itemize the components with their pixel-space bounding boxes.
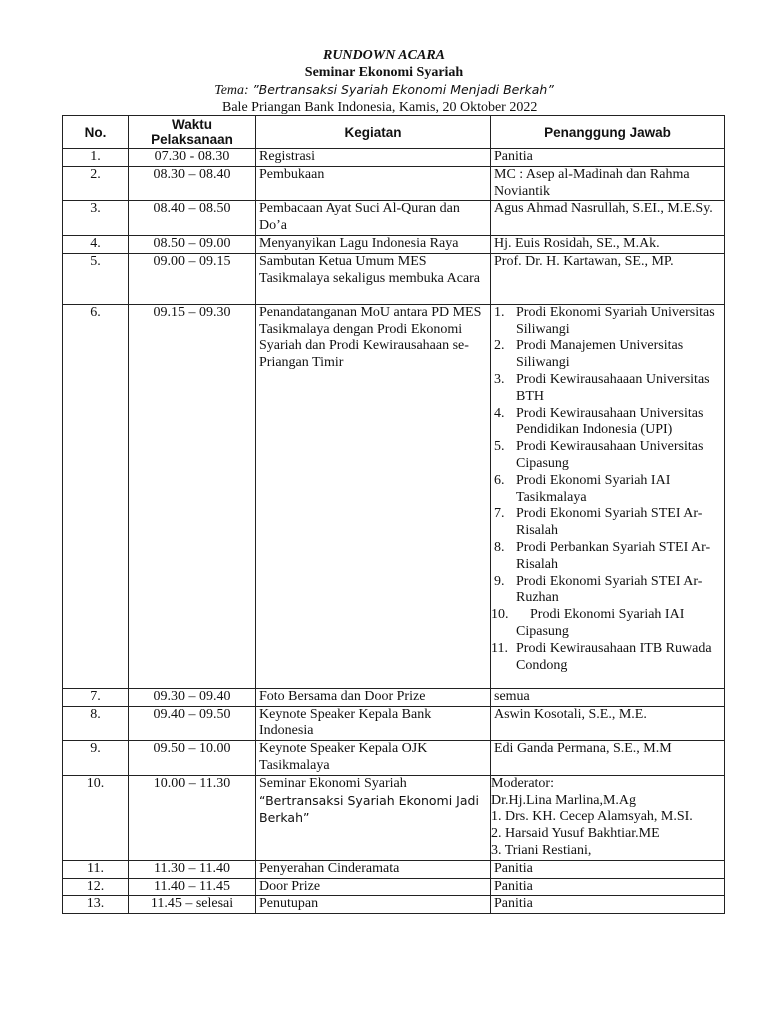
row-no: 7. — [63, 688, 129, 706]
row-pj: Hj. Euis Rosidah, SE., M.Ak. — [491, 235, 725, 253]
row-time: 11.30 – 11.40 — [129, 860, 256, 878]
row-activity: Menyanyikan Lagu Indonesia Raya — [256, 235, 491, 253]
pj-line: Moderator: — [491, 775, 554, 791]
list-item-number: 1. — [494, 304, 505, 320]
list-item-number: 3. — [494, 371, 505, 387]
row-time: 08.50 – 09.00 — [129, 235, 256, 253]
row-pj: Agus Ahmad Nasrullah, S.EI., M.E.Sy. — [491, 201, 725, 236]
list-item — [494, 540, 721, 574]
list-item-number: 6. — [494, 472, 505, 488]
row-activity: Penandatanganan MoU antara PD MES Tasikmalaya dengan Prodi Ekonomi Syariah dan Prodi Kewirausahaan se-Priangan Timir — [256, 304, 491, 688]
list-item-text: Prodi Ekonomi Syariah Universitas Siliwangi — [516, 304, 715, 337]
list-item — [494, 338, 721, 372]
list-item-text: Prodi Kewirausahaan ITB Ruwada Condong — [516, 640, 712, 673]
column-header-kegiatan: Kegiatan — [256, 116, 491, 149]
row-time: 08.30 – 08.40 — [129, 166, 256, 201]
table-row — [63, 860, 725, 878]
row-time: 11.45 – selesai — [129, 896, 256, 914]
list-item — [494, 406, 721, 440]
list-item-text: Prodi Kewirausahaan Universitas Cipasung — [516, 439, 704, 471]
row-pj: Panitia — [491, 896, 725, 914]
document-title: RUNDOWN ACARA — [322, 48, 445, 63]
list-item — [494, 439, 721, 473]
column-header-waktu: Waktu Pelaksanaan — [129, 116, 256, 149]
row-activity: Penutupan — [256, 896, 491, 914]
row-pj: Panitia — [491, 878, 725, 896]
table-row — [63, 688, 725, 706]
list-item-number: 5. — [494, 439, 505, 455]
row-pj: Panitia — [491, 149, 725, 167]
list-item — [494, 372, 721, 406]
table-row — [63, 741, 725, 776]
row-time: 08.40 – 08.50 — [129, 201, 256, 236]
list-item — [491, 640, 721, 675]
table-row — [63, 878, 725, 896]
list-item-number: 8. — [494, 539, 505, 555]
list-item-text: Prodi Ekonomi Syariah IAI Cipasung — [516, 607, 685, 639]
row-activity: Penyerahan Cinderamata — [256, 860, 491, 878]
pj-line: 1. Drs. KH. Cecep Alamsyah, M.SI. — [491, 809, 693, 825]
row-activity: Door Prize — [256, 878, 491, 896]
list-item — [494, 305, 721, 339]
pj-line: Dr.Hj.Lina Marlina,M.Ag — [491, 792, 637, 808]
row-pj: Aswin Kosotali, S.E., M.E. — [491, 706, 725, 741]
row-pj: Edi Ganda Permana, S.E., M.M — [491, 741, 725, 776]
document-header — [0, 47, 768, 116]
rundown-table — [62, 115, 725, 914]
row-pj: MC : Asep al-Madinah dan Rahma Noviantik — [491, 166, 725, 201]
row-activity: Pembacaan Ayat Suci Al-Quran dan Do’a — [256, 201, 491, 236]
table-row — [63, 775, 725, 860]
table-row — [63, 896, 725, 914]
row-no: 5. — [63, 253, 129, 304]
pj-line: 2. Harsaid Yusuf Bakhtiar.ME — [491, 826, 660, 842]
list-item-text: Prodi Ekonomi Syariah STEI Ar-Ruzhan — [516, 573, 703, 606]
row-pj: semua — [491, 688, 725, 706]
theme-line — [0, 81, 768, 99]
activity-quote: “Bertransaksi Syariah Ekonomi Jadi Berkah” — [259, 792, 479, 826]
row-no: 6. — [63, 304, 129, 688]
list-item — [494, 473, 721, 507]
row-no: 3. — [63, 201, 129, 236]
table-row — [63, 166, 725, 201]
table-row — [63, 253, 725, 304]
row-pj: Panitia — [491, 860, 725, 878]
list-item-number: 7. — [494, 506, 505, 522]
row-time: 09.40 – 09.50 — [129, 706, 256, 741]
row-time: 07.30 - 08.30 — [129, 149, 256, 167]
row-pj — [491, 775, 725, 860]
column-header-pj: Penanggung Jawab — [491, 116, 725, 149]
list-item-text: Prodi Manajemen Universitas Siliwangi — [516, 338, 684, 371]
table-header-row — [63, 116, 725, 149]
table-row — [63, 304, 725, 688]
list-item-text: Prodi Ekonomi Syariah IAI Tasikmalaya — [516, 472, 671, 505]
row-no: 11. — [63, 860, 129, 878]
list-item-text: Prodi Ekonomi Syariah STEI Ar-Risalah — [516, 506, 703, 539]
row-pj: Prof. Dr. H. Kartawan, SE., MP. — [491, 253, 725, 304]
list-item-number: 2. — [494, 338, 505, 354]
pj-line: 3. Triani Restiani, — [491, 842, 592, 858]
list-item-number: 4. — [494, 405, 505, 421]
document-subtitle: Seminar Ekonomi Syariah — [304, 65, 464, 80]
row-time: 11.40 – 11.45 — [129, 878, 256, 896]
row-no: 10. — [63, 775, 129, 860]
theme-label: Tema: — [214, 83, 253, 98]
row-no: 8. — [63, 706, 129, 741]
venue-line: Bale Priangan Bank Indonesia, Kamis, 20 Oktober 2022 — [222, 100, 538, 115]
list-item-number: 9. — [494, 573, 505, 589]
row-time: 09.30 – 09.40 — [129, 688, 256, 706]
list-item — [494, 574, 721, 608]
row-time: 09.15 – 09.30 — [129, 304, 256, 688]
list-item-text: Prodi Perbankan Syariah STEI Ar-Risalah — [516, 539, 711, 572]
row-no: 4. — [63, 235, 129, 253]
list-item-number: 10. — [491, 607, 509, 623]
row-activity: Keynote Speaker Kepala Bank Indonesia — [256, 706, 491, 741]
list-item-text: Prodi Kewirausahaan Universitas Pendidikan Indonesia (UPI) — [516, 405, 704, 438]
table-row — [63, 706, 725, 741]
row-activity: Registrasi — [256, 149, 491, 167]
row-pj — [491, 304, 725, 688]
row-time: 09.50 – 10.00 — [129, 741, 256, 776]
row-no: 1. — [63, 149, 129, 167]
row-activity: Foto Bersama dan Door Prize — [256, 688, 491, 706]
signatory-list — [491, 304, 721, 675]
table-row — [63, 201, 725, 236]
list-item — [494, 506, 721, 540]
row-activity — [256, 775, 491, 860]
activity-line: Seminar Ekonomi Syariah — [259, 775, 407, 791]
row-no: 9. — [63, 741, 129, 776]
row-activity: Pembukaan — [256, 166, 491, 201]
list-item-number: 11. — [491, 640, 508, 656]
list-item-text: Prodi Kewirausahaaan Universitas BTH — [516, 371, 710, 404]
row-no: 13. — [63, 896, 129, 914]
row-time: 09.00 – 09.15 — [129, 253, 256, 304]
theme-quote: ”Bertransaksi Syariah Ekonomi Menjadi Berkah” — [252, 82, 554, 97]
list-item — [491, 607, 721, 641]
row-time: 10.00 – 11.30 — [129, 775, 256, 860]
table-row — [63, 149, 725, 167]
row-no: 12. — [63, 878, 129, 896]
row-activity: Sambutan Ketua Umum MES Tasikmalaya sekaligus membuka Acara — [256, 253, 491, 304]
column-header-no: No. — [63, 116, 129, 149]
table-row — [63, 235, 725, 253]
row-activity: Keynote Speaker Kepala OJK Tasikmalaya — [256, 741, 491, 776]
row-no: 2. — [63, 166, 129, 201]
